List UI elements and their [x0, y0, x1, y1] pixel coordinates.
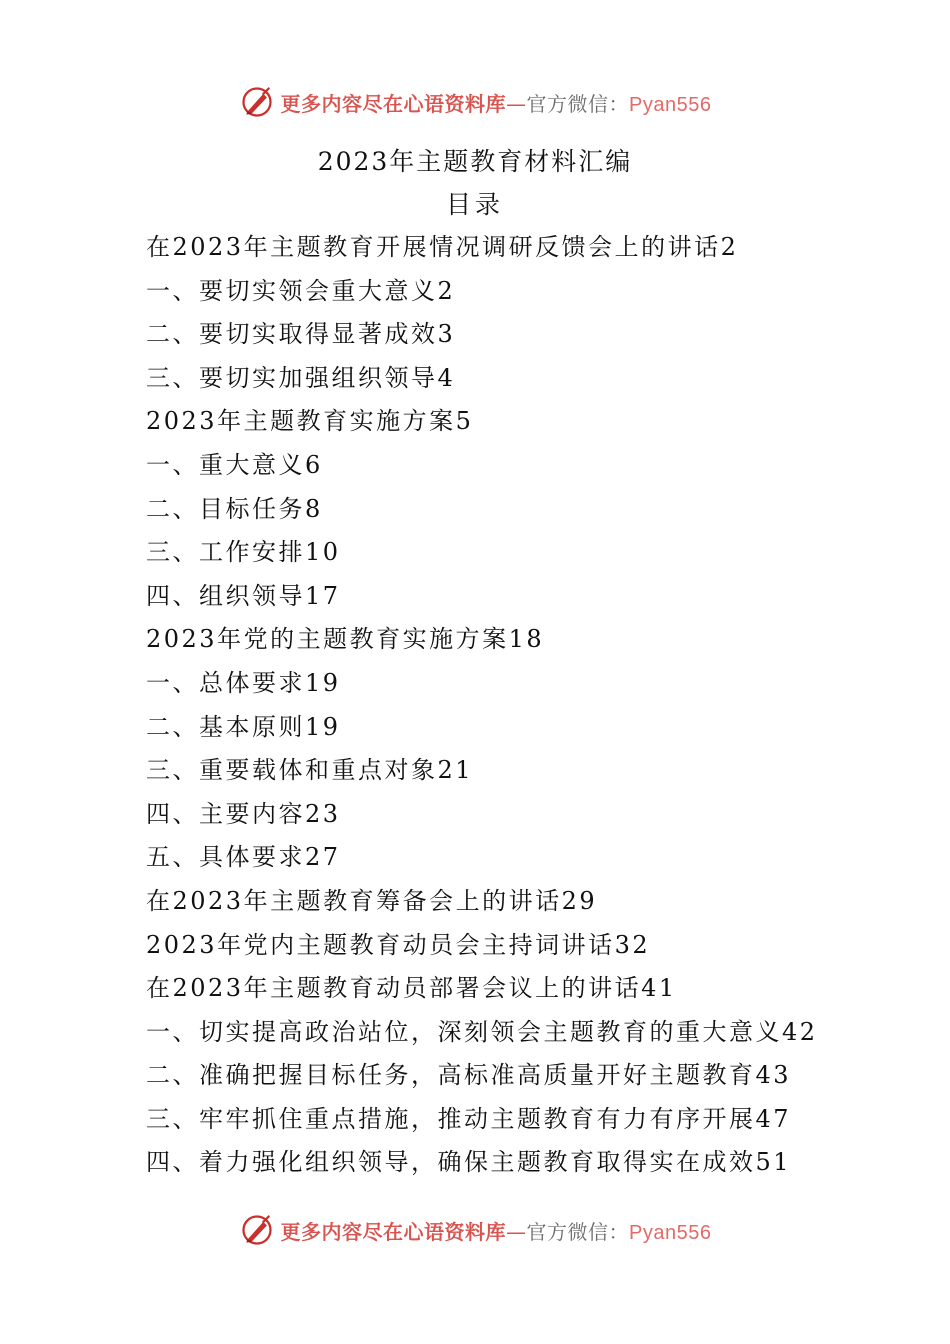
pen-logo-icon [239, 1212, 275, 1248]
toc-entry[interactable]: 二、准确把握目标任务，高标准高质量开好主题教育43 [146, 1061, 792, 1090]
watermark-text [281, 1216, 712, 1245]
watermark-wechat-label: 官方微信： [526, 1219, 630, 1244]
toc-entry[interactable]: 四、组织领导17 [146, 581, 341, 610]
toc-entry[interactable]: 二、基本原则19 [146, 712, 341, 741]
toc-entry[interactable]: 一、总体要求19 [146, 668, 341, 697]
toc-heading: 目录 [445, 190, 504, 219]
watermark-site-name: 更多内容尽在心语资料库 [280, 91, 507, 116]
toc-entry[interactable]: 2023年主题教育实施方案5 [146, 407, 474, 436]
watermark-dash: — [506, 91, 527, 116]
watermark-wechat-id: Pyan556 [629, 93, 712, 116]
toc-entry[interactable]: 在2023年主题教育筹备会上的讲话29 [146, 886, 598, 915]
toc-entry[interactable]: 五、具体要求27 [146, 843, 341, 872]
toc-entry[interactable]: 2023年党的主题教育实施方案18 [146, 625, 545, 654]
footer-watermark [0, 1212, 950, 1248]
toc-entry[interactable]: 三、重要载体和重点对象21 [146, 756, 474, 785]
toc-entry[interactable]: 一、要切实领会重大意义2 [146, 276, 456, 305]
toc-entry[interactable]: 一、重大意义6 [146, 450, 323, 479]
watermark-wechat-id: Pyan556 [629, 1221, 712, 1244]
toc-entry[interactable]: 四、主要内容23 [146, 799, 341, 828]
toc-entry[interactable]: 在2023年主题教育开展情况调研反馈会上的讲话2 [146, 233, 739, 261]
header-watermark [0, 84, 950, 120]
toc-entry[interactable]: 二、目标任务8 [146, 494, 323, 523]
table-of-contents [146, 226, 866, 1185]
watermark-site-name: 更多内容尽在心语资料库 [280, 1219, 507, 1244]
toc-entry[interactable]: 一、切实提高政治站位，深刻领会主题教育的重大意义42 [146, 1017, 818, 1046]
watermark-text [281, 88, 712, 117]
watermark-wechat-label: 官方微信： [526, 91, 630, 116]
toc-entry[interactable]: 四、着力强化组织领导，确保主题教育取得实在成效51 [146, 1148, 792, 1177]
pen-logo-icon [239, 84, 275, 120]
toc-entry[interactable]: 在2023年主题教育动员部署会议上的讲话41 [146, 974, 677, 1003]
toc-entry[interactable]: 二、要切实取得显著成效3 [146, 320, 456, 349]
toc-entry[interactable]: 三、牢牢抓住重点措施，推动主题教育有力有序开展47 [146, 1104, 792, 1133]
document-title: 2023年主题教育材料汇编 [317, 147, 633, 176]
toc-entry[interactable]: 2023年党内主题教育动员会主持词讲话32 [146, 930, 651, 959]
toc-entry[interactable]: 三、工作安排10 [146, 538, 341, 567]
toc-entry[interactable]: 三、要切实加强组织领导4 [146, 363, 456, 392]
watermark-dash: — [506, 1219, 527, 1244]
